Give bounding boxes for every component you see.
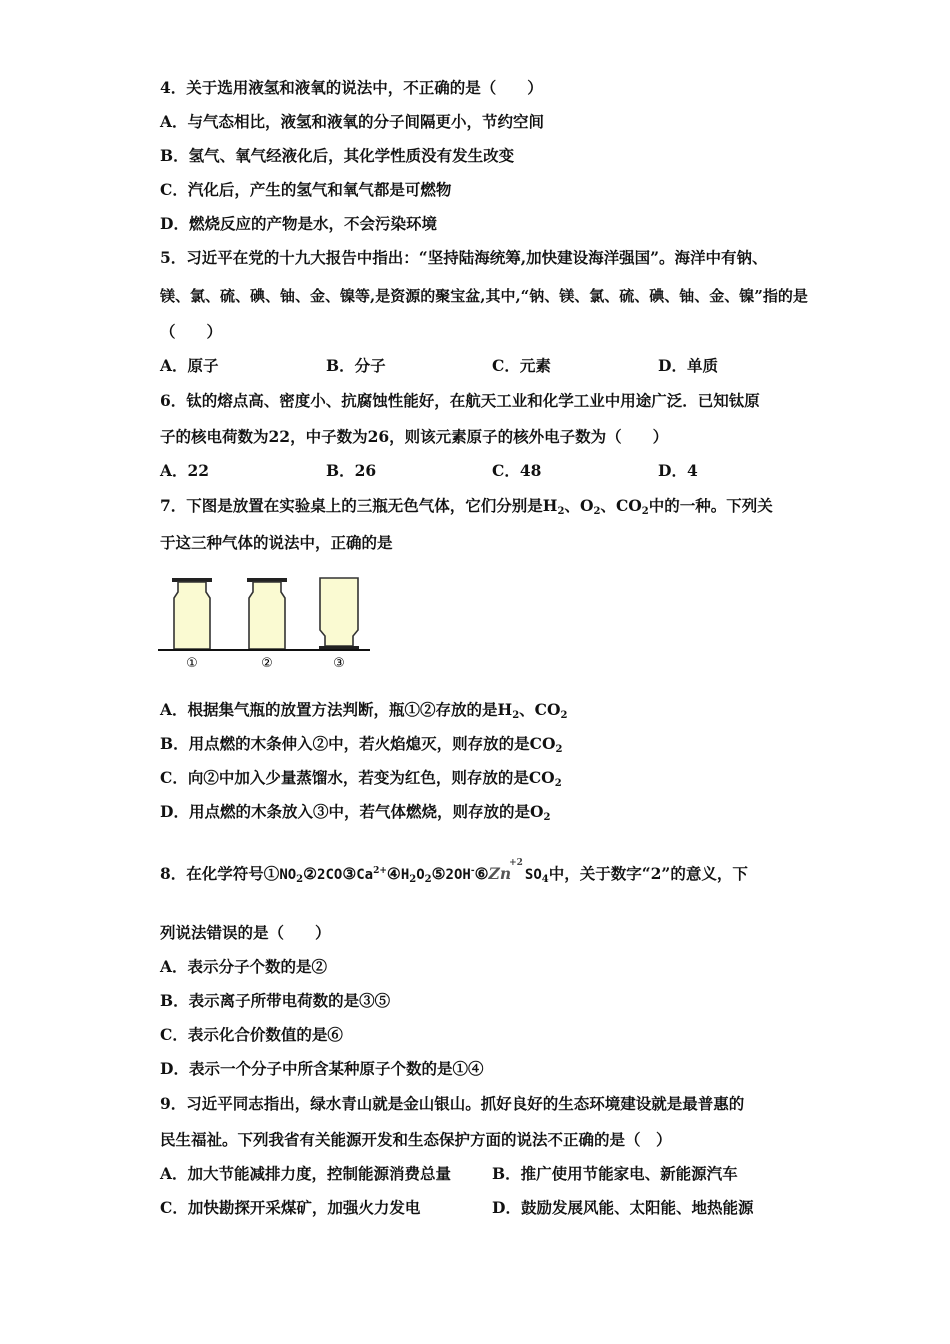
q4-option-a: A．与气态相比，液氢和液氧的分子间隔更小，节约空间 (160, 112, 545, 131)
q6-option-c: C．48 (492, 461, 542, 480)
q8-option-b: B．表示离子所带电荷数的是③⑤ (160, 991, 391, 1010)
zn-oxidation-state: +2 (509, 858, 523, 868)
bottle-2-label: ② (261, 656, 273, 671)
q4-option-b: B．氢气、氧气经液化后，其化学性质没有发生改变 (160, 146, 515, 165)
q7-option-c: C．向②中加入少量蒸馏水，若变为红色，则存放的是$CO_2$ (160, 768, 562, 789)
q5-stem-line1: 5．习近平在党的十九大报告中指出：“坚持陆海统筹,加快建设海洋强国”。海洋中有钠、 (160, 248, 768, 267)
q4-stem: 4．关于选用液氢和液氧的说法中，不正确的是（ ） (160, 78, 543, 97)
gas-bottles-figure (158, 575, 372, 671)
bottle-3-icon (319, 578, 359, 650)
q9-stem-line2: 民生福祉。下列我省有关能源开发和生态保护方面的说法不正确的是（ ） (160, 1130, 672, 1149)
q5-option-c: C．元素 (492, 356, 551, 375)
bottle-2-icon (247, 578, 287, 649)
q6-stem-line1: 6．钛的熔点高、密度小、抗腐蚀性能好，在航天工业和化学工业中用途广泛．已知钛原 (160, 391, 760, 410)
q7-option-a: A．根据集气瓶的放置方法判断，瓶①②存放的是$H_2$、$CO_2$ (160, 700, 568, 721)
q5-option-a: A．原子 (160, 356, 219, 375)
q8-option-a: A．表示分子个数的是② (160, 957, 328, 976)
q4-option-d: D．燃烧反应的产物是水，不会污染环境 (160, 214, 437, 233)
q6-option-a: A．22 (160, 461, 210, 480)
q4-option-c: C．汽化后，产生的氢气和氧气都是可燃物 (160, 180, 452, 199)
q6-option-b: B．26 (326, 461, 377, 480)
q8-stem-line2: 列说法错误的是（ ） (160, 923, 331, 942)
q6-stem-line2: 子的核电荷数为22，中子数为26，则该元素原子的核外电子数为（ ） (160, 427, 669, 446)
q8-option-d: D．表示一个分子中所含某种原子个数的是①④ (160, 1059, 484, 1078)
q7-stem-line1: 7．下图是放置在实验桌上的三瓶无色气体，它们分别是$H_2$、$O_2$、$CO_2$中的一种。下列关 (160, 496, 773, 517)
q9-option-c: C．加快勘探开采煤矿，加强火力发电 (160, 1198, 421, 1217)
q9-stem-line1: 9．习近平同志指出，绿水青山就是金山银山。抓好良好的生态环境建设就是最普惠的 (160, 1094, 745, 1113)
q8-option-c: C．表示化合价数值的是⑥ (160, 1025, 343, 1044)
q5-stem-line3: （ ） (160, 322, 223, 341)
bottle-1-icon (172, 578, 212, 649)
bottle-3-label: ③ (333, 656, 345, 671)
q7-option-b: B．用点燃的木条伸入②中，若火焰熄灭，则存放的是$CO_2$ (160, 734, 563, 755)
q9-option-b: B．推广使用节能家电、新能源汽车 (492, 1164, 738, 1183)
bottle-1-label: ① (186, 656, 198, 671)
q5-option-d: D．单质 (658, 356, 718, 375)
q5-option-b: B．分子 (326, 356, 386, 375)
q8-stem-line1: 8．在化学符号$①NO_2②2CO③Ca^{2+}④H_2O_2⑤2OH^-⑥Zn^{+2}SO_4$中，关于数字“2”的意义，下 (160, 858, 748, 885)
zn-symbol: Zn (488, 864, 512, 883)
q6-option-d: D．4 (658, 461, 698, 480)
q9-option-a: A．加大节能减排力度，控制能源消费总量 (160, 1164, 452, 1183)
q9-option-d: D．鼓励发展风能、太阳能、地热能源 (492, 1198, 754, 1217)
q7-option-d: D．用点燃的木条放入③中，若气体燃烧，则存放的是$O_2$ (160, 802, 551, 823)
q5-stem-line2: 镁、氯、硫、碘、铀、金、镍等,是资源的聚宝盆,其中,“钠、镁、氯、硫、碘、铀、金、镍”指的是 (160, 287, 808, 305)
q7-stem-line2: 于这三种气体的说法中，正确的是 (160, 533, 393, 552)
